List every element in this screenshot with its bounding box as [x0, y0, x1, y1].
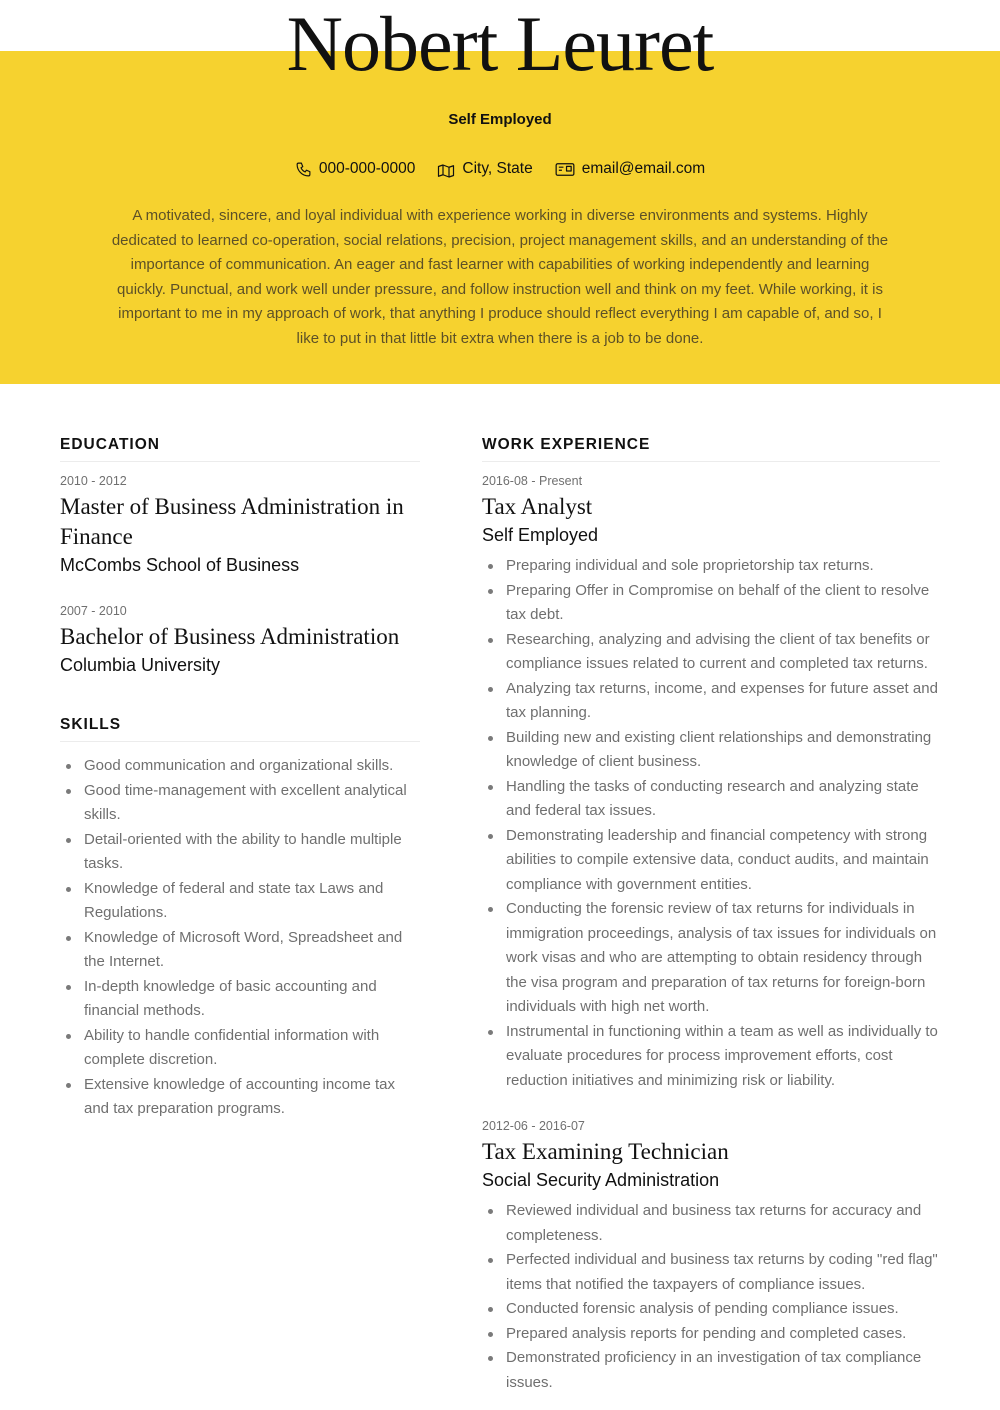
skills-list [60, 754, 420, 1122]
education-heading: EDUCATION [60, 436, 420, 462]
phone-icon [295, 161, 312, 178]
map-icon [437, 161, 455, 178]
job-bullet: Reviewed individual and business tax returns for accuracy and completeness. [482, 1199, 940, 1248]
skill-item: Detail-oriented with the ability to handle multiple tasks. [60, 828, 420, 877]
skill-item: Good time-management with excellent analytical skills. [60, 779, 420, 828]
skill-item: Knowledge of federal and state tax Laws and Regulations. [60, 877, 420, 926]
job-bullets [482, 1199, 940, 1395]
email-text: email@email.com [581, 160, 706, 177]
job-bullet: Researching, analyzing and advising the client of tax benefits or compliance issues related to current and completed tax returns. [482, 628, 940, 677]
degree-title: Master of Business Administration in Finance [60, 494, 404, 549]
contact-email[interactable] [555, 160, 705, 178]
location-text: City, State [462, 160, 533, 177]
school-name: Columbia University [60, 655, 221, 675]
job-bullets [482, 554, 940, 1093]
experience-heading: WORK EXPERIENCE [482, 436, 940, 462]
job-bullet: Demonstrated proficiency in an investigation of tax compliance issues. [482, 1346, 940, 1395]
contact-location [437, 160, 532, 178]
job-title: Tax Examining Technician [482, 1139, 729, 1164]
job-bullet: Preparing individual and sole proprietorship tax returns. [482, 554, 940, 579]
job-entry [482, 1119, 940, 1395]
mail-icon [555, 162, 575, 177]
job-bullet: Analyzing tax returns, income, and expenses for future asset and tax planning. [482, 677, 940, 726]
job-bullet: Demonstrating leadership and financial competency with strong abilities to compile extensive data, conduct audits, and maintain compliance with government entities. [482, 824, 940, 898]
phone-text: 000-000-0000 [318, 160, 416, 177]
job-entry [482, 474, 940, 1093]
education-entry [60, 604, 420, 678]
skills-heading: SKILLS [60, 716, 420, 742]
job-bullet: Perfected individual and business tax returns by coding "red flag" items that notified the taxpayers of compliance issues. [482, 1248, 940, 1297]
skill-item: Extensive knowledge of accounting income tax and tax preparation programs. [60, 1073, 420, 1122]
skills-section [60, 716, 420, 1122]
job-bullet: Instrumental in functioning within a team as well as individually to evaluate procedures for process improvement efforts, cost reduction initiatives and minimizing risk or liability. [482, 1020, 940, 1094]
school-name: McCombs School of Business [60, 555, 300, 575]
skill-item: Ability to handle confidential information with complete discretion. [60, 1024, 420, 1073]
skill-item: In-depth knowledge of basic accounting and financial methods. [60, 975, 420, 1024]
education-dates: 2007 - 2010 [60, 604, 127, 618]
company-name: Self Employed [482, 525, 599, 545]
job-dates: 2016-08 - Present [482, 474, 583, 488]
skill-item: Knowledge of Microsoft Word, Spreadsheet and the Internet. [60, 926, 420, 975]
job-bullet: Conducted forensic analysis of pending compliance issues. [482, 1297, 940, 1322]
job-bullet: Prepared analysis reports for pending and completed cases. [482, 1322, 940, 1347]
contact-row [0, 160, 1000, 178]
job-bullet: Conducting the forensic review of tax returns for individuals in immigration proceedings, analysis of tax issues for individuals on work visas and who are attempting to obtain residency through the visa program and preparation of tax returns for foreign-born individuals with high net worth. [482, 897, 940, 1020]
job-dates: 2012-06 - 2016-07 [482, 1119, 585, 1133]
company-name: Social Security Administration [482, 1170, 720, 1190]
left-column [60, 436, 420, 1122]
job-bullet: Building new and existing client relationships and demonstrating knowledge of client business. [482, 726, 940, 775]
contact-phone[interactable] [295, 160, 416, 178]
job-title: Tax Analyst [482, 494, 593, 519]
candidate-name: Nobert Leuret [286, 0, 714, 87]
headline: Self Employed [448, 111, 552, 128]
job-bullet: Handling the tasks of conducting research and analyzing state and federal tax issues. [482, 775, 940, 824]
degree-title: Bachelor of Business Administration [60, 624, 400, 649]
right-column [482, 436, 940, 1410]
skill-item: Good communication and organizational skills. [60, 754, 420, 779]
summary-text: A motivated, sincere, and loyal individual with experience working in diverse environments and systems. Highly dedicated to learned co-operation, social relations, precision, project management skills, and an understanding of the importance of communication. An eager and fast learner with capabilities of working independently and learning quickly. Punctual, and work well under pressure, and follow instruction well and think on my feet. While working, it is important to me in my approach of work, that anything I produce should reflect everything I am capable of, and so, I like to put in that little bit extra when there is a job to be done. [111, 207, 889, 347]
job-bullet: Preparing Offer in Compromise on behalf of the client to resolve tax debt. [482, 579, 940, 628]
education-dates: 2010 - 2012 [60, 474, 127, 488]
education-section [60, 436, 420, 678]
education-entry [60, 474, 420, 578]
